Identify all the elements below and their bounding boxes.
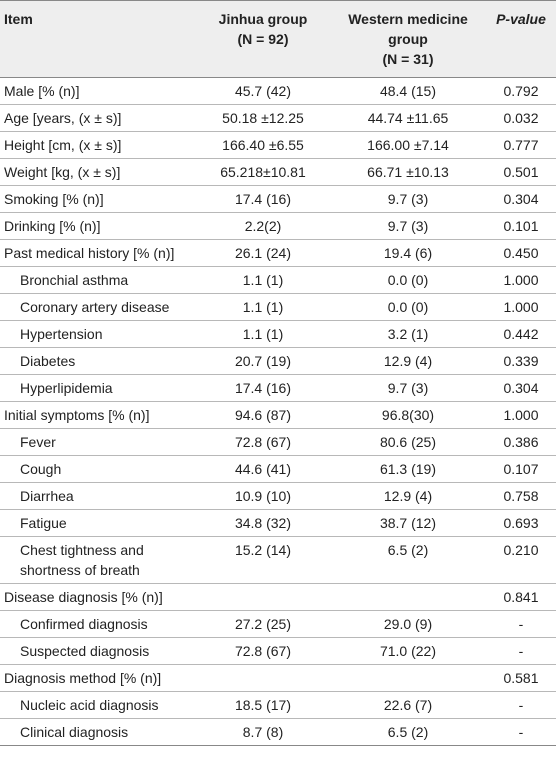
jinhua-value: 166.40 ±6.55 xyxy=(196,132,330,159)
row-label: Drinking [% (n)] xyxy=(0,213,196,240)
western-value: 71.0 (22) xyxy=(330,638,486,665)
row-label: Weight [kg, (x ± s)] xyxy=(0,159,196,186)
row-label: Hyperlipidemia xyxy=(0,375,196,402)
row-label: Diagnosis method [% (n)] xyxy=(0,665,196,692)
table-row xyxy=(0,267,556,294)
table-row xyxy=(0,213,556,240)
row-label: Bronchial asthma xyxy=(0,267,196,294)
jinhua-value: 65.218±10.81 xyxy=(196,159,330,186)
row-label: Age [years, (x ± s)] xyxy=(0,105,196,132)
jinhua-value: 1.1 (1) xyxy=(196,321,330,348)
p-value: 1.000 xyxy=(486,267,556,294)
row-label: Past medical history [% (n)] xyxy=(0,240,196,267)
row-label: Fatigue xyxy=(0,510,196,537)
western-value: 0.0 (0) xyxy=(330,294,486,321)
header-western-title-1: Western medicine xyxy=(348,11,468,27)
jinhua-value: 44.6 (41) xyxy=(196,456,330,483)
table-row xyxy=(0,510,556,537)
p-value: 1.000 xyxy=(486,402,556,429)
jinhua-value: 1.1 (1) xyxy=(196,267,330,294)
western-value xyxy=(330,584,486,611)
p-value: 0.758 xyxy=(486,483,556,510)
p-value: - xyxy=(486,611,556,638)
p-value: 0.210 xyxy=(486,537,556,584)
table-row xyxy=(0,294,556,321)
row-label: Hypertension xyxy=(0,321,196,348)
jinhua-value: 34.8 (32) xyxy=(196,510,330,537)
jinhua-value: 18.5 (17) xyxy=(196,692,330,719)
row-label: Clinical diagnosis xyxy=(0,719,196,746)
row-label: Fever xyxy=(0,429,196,456)
header-western-n: (N = 31) xyxy=(382,51,434,67)
p-value: - xyxy=(486,638,556,665)
western-value: 44.74 ±11.65 xyxy=(330,105,486,132)
jinhua-value: 26.1 (24) xyxy=(196,240,330,267)
table-row xyxy=(0,132,556,159)
western-value: 66.71 ±10.13 xyxy=(330,159,486,186)
jinhua-value: 2.2(2) xyxy=(196,213,330,240)
p-value: 0.304 xyxy=(486,375,556,402)
p-value: 0.386 xyxy=(486,429,556,456)
jinhua-value: 27.2 (25) xyxy=(196,611,330,638)
western-value: 38.7 (12) xyxy=(330,510,486,537)
western-value: 22.6 (7) xyxy=(330,692,486,719)
p-value: 0.777 xyxy=(486,132,556,159)
header-p-value xyxy=(486,1,556,78)
header-p-value-label: P-value xyxy=(496,11,546,27)
row-label: Nucleic acid diagnosis xyxy=(0,692,196,719)
jinhua-value xyxy=(196,665,330,692)
row-label: Male [% (n)] xyxy=(0,78,196,105)
table-body xyxy=(0,78,556,746)
jinhua-value: 72.8 (67) xyxy=(196,638,330,665)
western-value: 166.00 ±7.14 xyxy=(330,132,486,159)
western-value: 9.7 (3) xyxy=(330,375,486,402)
header-item: Item xyxy=(4,11,33,27)
table-row xyxy=(0,105,556,132)
header-jinhua-title: Jinhua group xyxy=(218,11,308,27)
p-value: 0.032 xyxy=(486,105,556,132)
jinhua-value: 17.4 (16) xyxy=(196,186,330,213)
jinhua-value: 20.7 (19) xyxy=(196,348,330,375)
p-value: 1.000 xyxy=(486,294,556,321)
p-value: 0.792 xyxy=(486,78,556,105)
table-row xyxy=(0,186,556,213)
header-jinhua-n: (N = 92) xyxy=(237,31,289,47)
jinhua-value: 45.7 (42) xyxy=(196,78,330,105)
western-value: 9.7 (3) xyxy=(330,213,486,240)
p-value: 0.101 xyxy=(486,213,556,240)
western-value: 6.5 (2) xyxy=(330,719,486,746)
table-row xyxy=(0,483,556,510)
table-row xyxy=(0,456,556,483)
p-value: 0.339 xyxy=(486,348,556,375)
p-value: 0.304 xyxy=(486,186,556,213)
p-value: 0.581 xyxy=(486,665,556,692)
table-row xyxy=(0,375,556,402)
western-value: 80.6 (25) xyxy=(330,429,486,456)
p-value: 0.450 xyxy=(486,240,556,267)
jinhua-value: 17.4 (16) xyxy=(196,375,330,402)
western-value: 3.2 (1) xyxy=(330,321,486,348)
table-row xyxy=(0,240,556,267)
jinhua-value: 15.2 (14) xyxy=(196,537,330,584)
western-value: 12.9 (4) xyxy=(330,348,486,375)
p-value: 0.841 xyxy=(486,584,556,611)
western-value: 48.4 (15) xyxy=(330,78,486,105)
western-value: 96.8(30) xyxy=(330,402,486,429)
p-value: 0.693 xyxy=(486,510,556,537)
row-label: Coronary artery disease xyxy=(0,294,196,321)
table-row xyxy=(0,665,556,692)
row-label: Smoking [% (n)] xyxy=(0,186,196,213)
table-row xyxy=(0,537,556,584)
row-label: Confirmed diagnosis xyxy=(0,611,196,638)
western-value: 29.0 (9) xyxy=(330,611,486,638)
jinhua-value: 94.6 (87) xyxy=(196,402,330,429)
header-western-title-2: group xyxy=(388,31,428,47)
jinhua-value: 50.18 ±12.25 xyxy=(196,105,330,132)
western-value: 0.0 (0) xyxy=(330,267,486,294)
table-row xyxy=(0,78,556,105)
jinhua-value: 8.7 (8) xyxy=(196,719,330,746)
row-label: Suspected diagnosis xyxy=(0,638,196,665)
p-value: - xyxy=(486,719,556,746)
western-value: 12.9 (4) xyxy=(330,483,486,510)
row-label: Diabetes xyxy=(0,348,196,375)
western-value: 9.7 (3) xyxy=(330,186,486,213)
table-row xyxy=(0,719,556,746)
table-row xyxy=(0,348,556,375)
table-row xyxy=(0,402,556,429)
table-row xyxy=(0,159,556,186)
p-value: 0.442 xyxy=(486,321,556,348)
jinhua-value: 1.1 (1) xyxy=(196,294,330,321)
p-value: 0.107 xyxy=(486,456,556,483)
p-value: 0.501 xyxy=(486,159,556,186)
western-value: 6.5 (2) xyxy=(330,537,486,584)
table-row xyxy=(0,584,556,611)
western-value xyxy=(330,665,486,692)
row-label: Disease diagnosis [% (n)] xyxy=(0,584,196,611)
western-value: 19.4 (6) xyxy=(330,240,486,267)
header-western-group xyxy=(330,1,486,78)
table-row xyxy=(0,321,556,348)
jinhua-value xyxy=(196,584,330,611)
row-label: Diarrhea xyxy=(0,483,196,510)
table-row xyxy=(0,638,556,665)
table-row xyxy=(0,429,556,456)
header-jinhua-group xyxy=(196,1,330,78)
row-label: Chest tightness and shortness of breath xyxy=(0,537,196,584)
row-label: Initial symptoms [% (n)] xyxy=(0,402,196,429)
p-value: - xyxy=(486,692,556,719)
table-row xyxy=(0,692,556,719)
table-row xyxy=(0,611,556,638)
western-value: 61.3 (19) xyxy=(330,456,486,483)
row-label: Cough xyxy=(0,456,196,483)
jinhua-value: 10.9 (10) xyxy=(196,483,330,510)
jinhua-value: 72.8 (67) xyxy=(196,429,330,456)
table-header-row xyxy=(0,1,556,78)
row-label: Height [cm, (x ± s)] xyxy=(0,132,196,159)
